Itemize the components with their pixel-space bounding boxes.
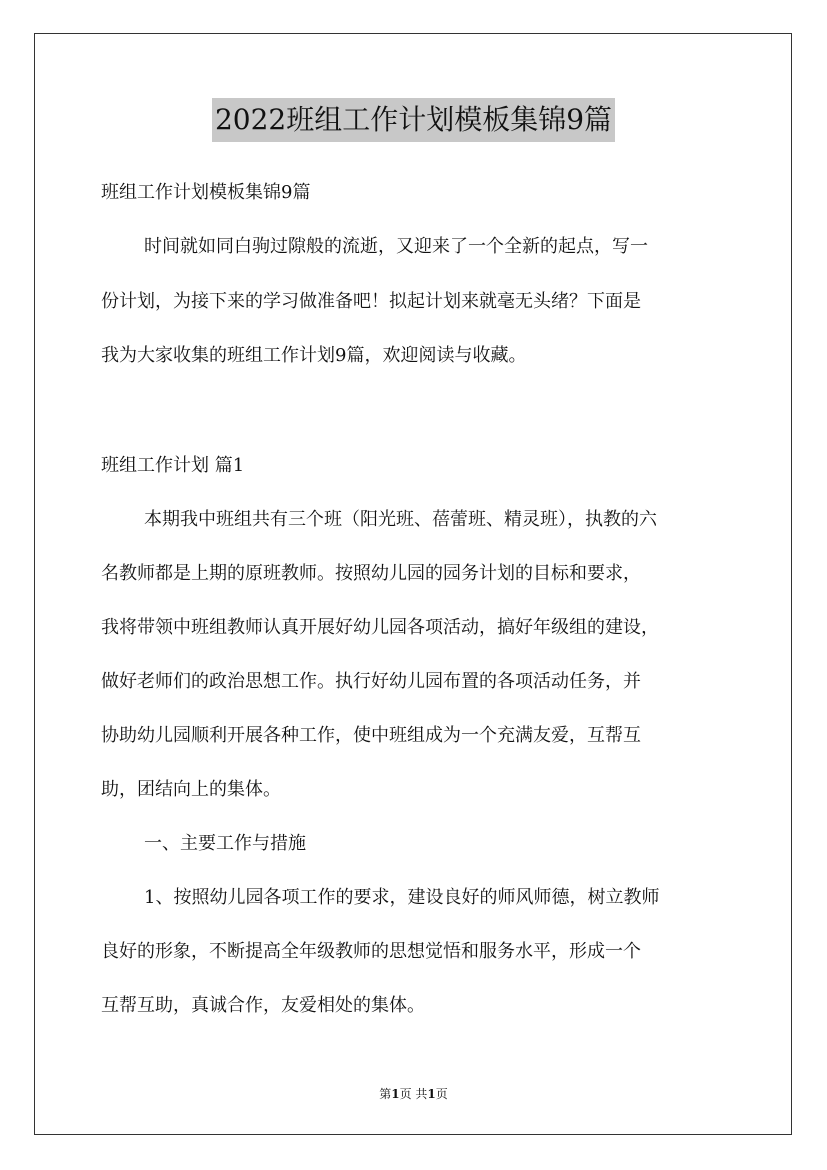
document-title: 2022班组工作计划模板集锦9篇 [212,98,615,142]
page-footer [0,1085,827,1102]
para-line-6: 助，团结向上的集体。 [101,779,281,800]
footer-page-number: 1 [391,1087,400,1101]
title-wrapper [0,98,827,142]
para-line-4: 做好老师们的政治思想工作。执行好幼儿园布置的各项活动任务，并 [101,671,641,692]
footer-prefix: 第 [379,1087,392,1101]
para-line-3: 我将带领中班组教师认真开展好幼儿园各项活动，搞好年级组的建设， [101,617,659,638]
item-line-1: 1、按照幼儿园各项工作的要求，建设良好的师风师德，树立教师 [144,887,660,908]
item-line-3: 互帮互助，真诚合作，友爱相处的集体。 [101,995,425,1016]
para-line-1: 本期我中班组共有三个班（阳光班、蓓蕾班、精灵班），执教的六 [144,509,657,530]
intro-line-3: 我为大家收集的班组工作计划9篇，欢迎阅读与收藏。 [101,345,527,366]
item-line-2: 良好的形象，不断提高全年级教师的思想觉悟和服务水平，形成一个 [101,941,641,962]
intro-line-1: 时间就如同白驹过隙般的流逝，又迎来了一个全新的起点，写一 [144,236,648,257]
footer-suffix: 页 [435,1087,448,1101]
para-line-5: 协助幼儿园顺利开展各种工作，使中班组成为一个充满友爱，互帮互 [101,725,641,746]
document-subtitle: 班组工作计划模板集锦9篇 [101,182,311,203]
subheading: 一、主要工作与措施 [144,833,306,854]
section-heading: 班组工作计划 篇1 [101,455,245,476]
para-line-2: 名教师都是上期的原班教师。按照幼儿园的园务计划的目标和要求， [101,563,641,584]
intro-line-2: 份计划，为接下来的学习做准备吧！拟起计划来就毫无头绪？下面是 [101,291,641,312]
footer-total-pages: 1 [427,1087,436,1101]
footer-mid: 页 共 [399,1087,428,1101]
